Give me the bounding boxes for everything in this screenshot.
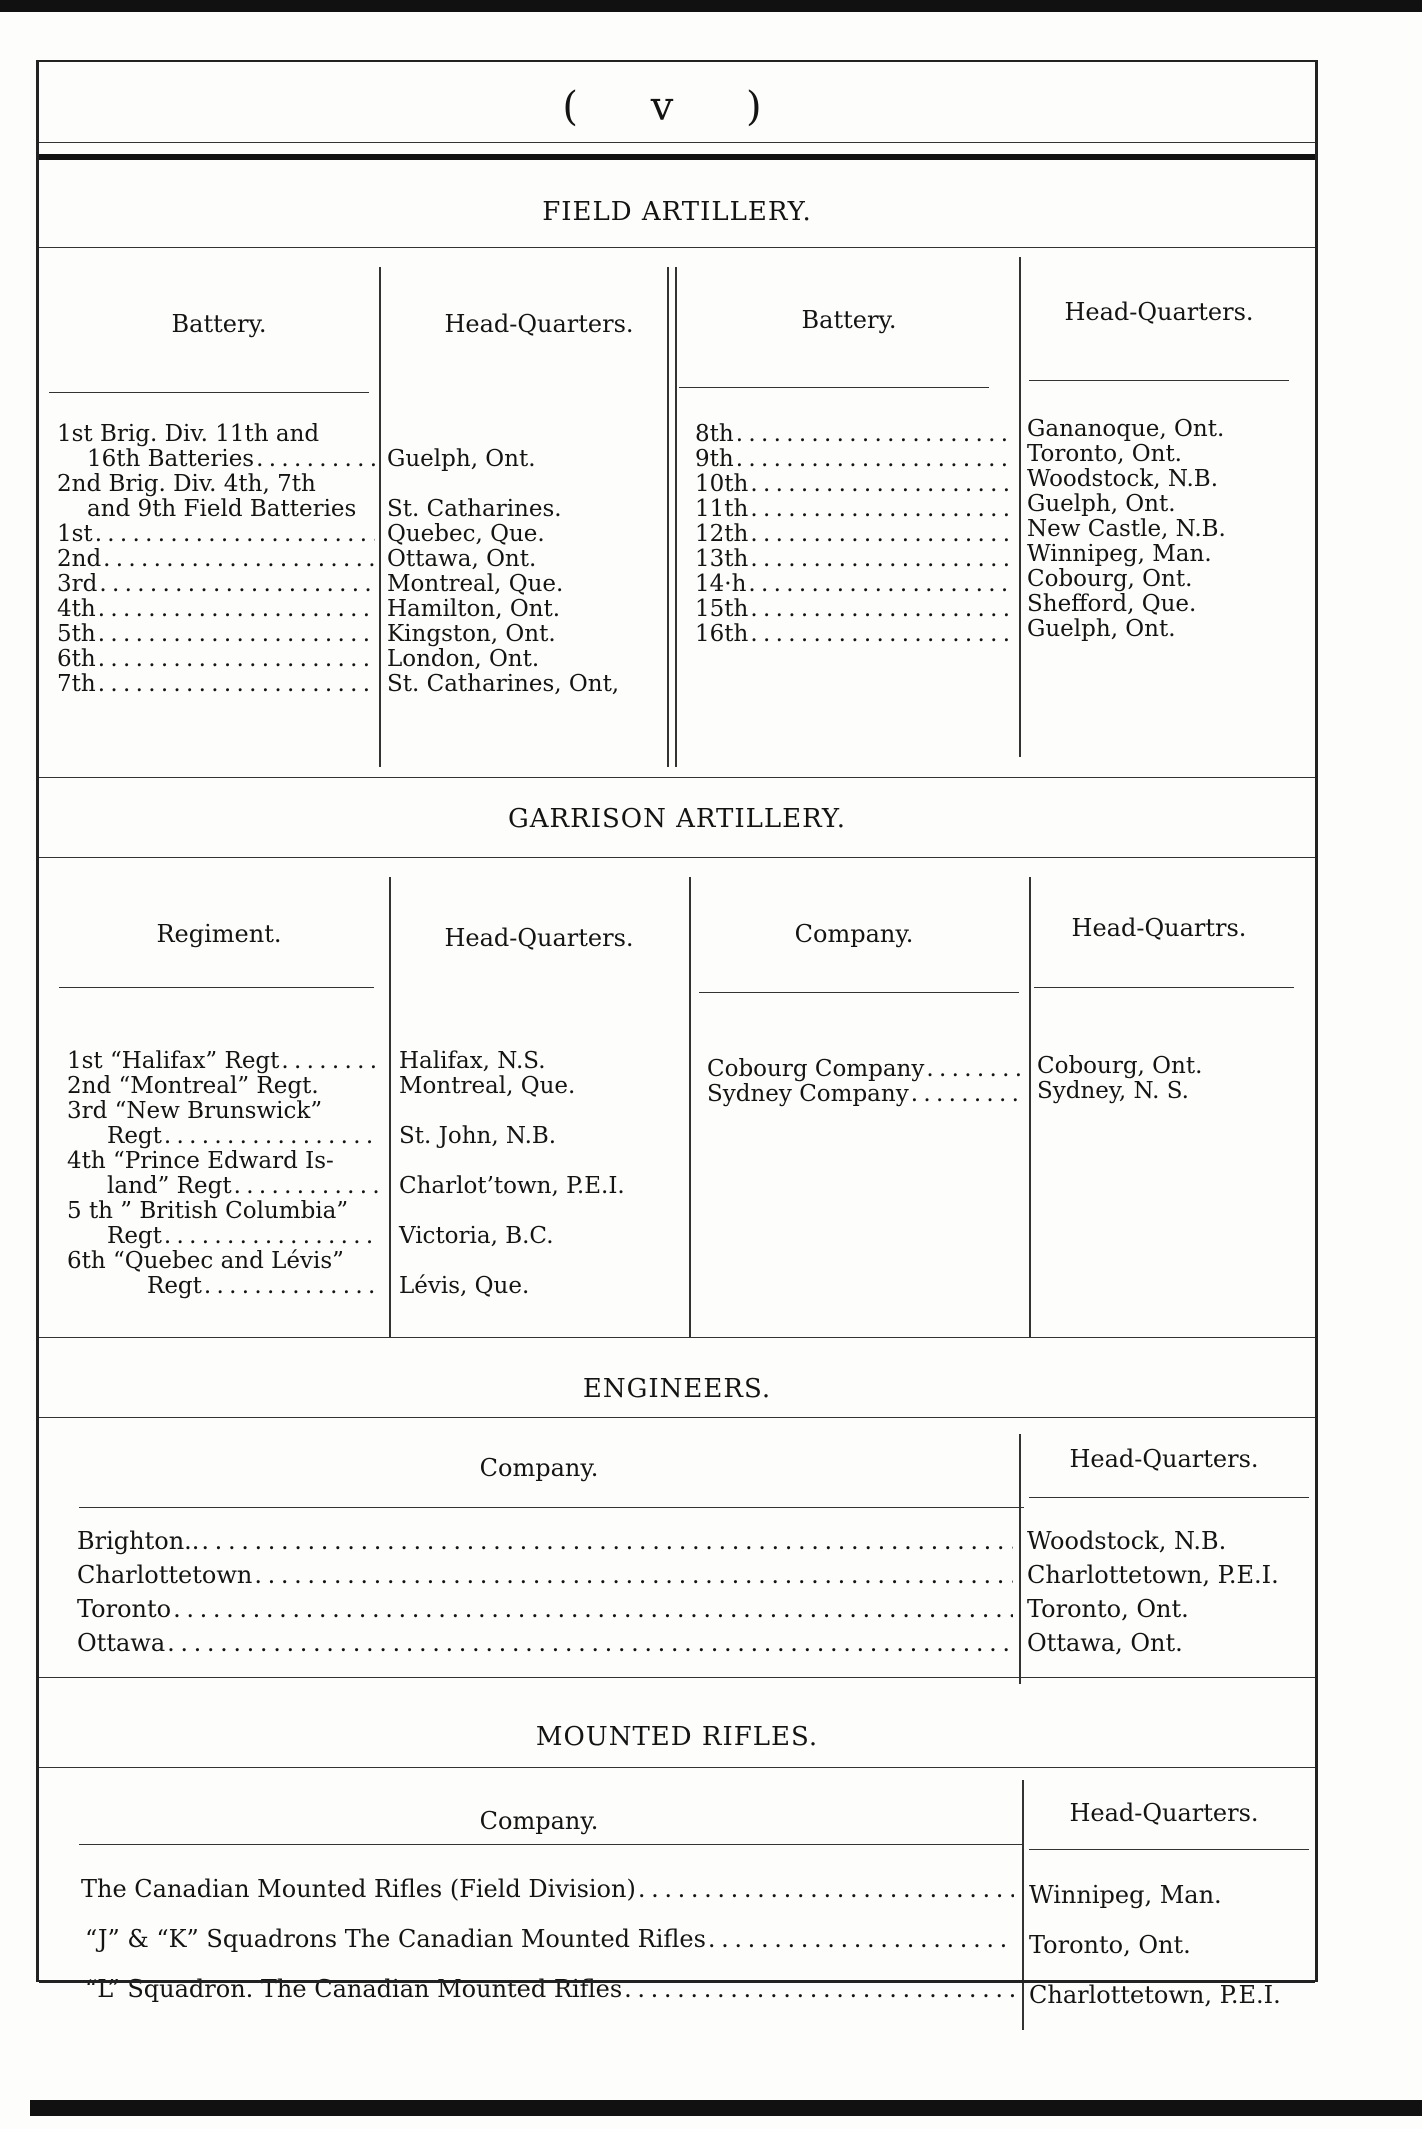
hq-cell: Winnipeg, Man. (1029, 1881, 1222, 1909)
head-quarters-header-right: Head-Quarters. (1064, 298, 1254, 326)
battery-cell: 8th (695, 421, 734, 447)
hq-cell: Winnipeg, Man. (1027, 541, 1212, 567)
table-row (57, 422, 377, 447)
mounted-rifles-title: MOUNTED RIFLES. (535, 1722, 819, 1752)
rule (39, 857, 1315, 858)
column-rule (667, 267, 669, 767)
hq-cell (387, 472, 667, 497)
hq-cell: Hamilton, Ont. (387, 596, 561, 622)
company-cell: Ottawa (77, 1629, 166, 1657)
head-quarters-header: Head-Quarters. (1069, 1445, 1259, 1473)
battery-cell: 12th (695, 521, 749, 547)
table-row (695, 597, 1015, 622)
rule (79, 1507, 1024, 1508)
table-row (57, 472, 377, 497)
battery-cell: 1st (57, 521, 93, 547)
hq-cell: Shefford, Que. (1027, 591, 1197, 617)
garrison-artillery-title: GARRISON ARTILLERY. (508, 804, 846, 834)
table-row (57, 497, 377, 522)
page-frame (36, 60, 1318, 2009)
hq-cell: Cobourg, Ont. (1027, 566, 1193, 592)
table-row (695, 447, 1015, 472)
column-rule (389, 877, 391, 1337)
battery-cell: 15th (695, 596, 749, 622)
table-row (67, 1174, 382, 1199)
battery-cell: 14·h (695, 571, 747, 597)
table-row (695, 497, 1015, 522)
hq-cell (399, 1249, 689, 1274)
company-cell: Brighton.. (77, 1527, 200, 1555)
hq-cell: Guelph, Ont. (1027, 616, 1176, 642)
hq-cell (387, 422, 667, 447)
regiment-cell: 5 th ” British Columbia” (67, 1198, 349, 1224)
battery-cell: 2nd (57, 546, 102, 572)
table-row (57, 597, 377, 622)
regiment-cell: 2nd “Montreal” Regt. (67, 1073, 319, 1099)
garrison-company-hq (1037, 1054, 1297, 1104)
engineers-hq (1027, 1524, 1307, 1660)
rule (1029, 380, 1289, 381)
rule (59, 987, 374, 988)
table-row (81, 1964, 1016, 2014)
company-header: Company. (479, 1454, 599, 1482)
rule (1034, 987, 1294, 988)
rule (79, 1844, 1024, 1845)
table-row (67, 1224, 382, 1249)
table-row (57, 547, 377, 572)
company-cell: The Canadian Mounted Rifles (Field Division) (81, 1875, 636, 1903)
table-row (707, 1082, 1025, 1107)
hq-cell: Toronto, Ont. (1027, 1595, 1189, 1623)
battery-cell: 9th (695, 446, 734, 472)
bottom-rule (39, 1980, 1315, 1983)
column-rule (1019, 257, 1021, 757)
battery-cell: 7th (57, 671, 96, 697)
table-row (695, 622, 1015, 647)
company-cell: “L” Squadron. The Canadian Mounted Rifles (85, 1975, 623, 2003)
head-quarters-header: Head-Quarters. (444, 924, 634, 952)
regiment-cell: land” Regt (107, 1173, 232, 1199)
column-rule (1019, 1434, 1021, 1684)
hq-cell: Guelph, Ont. (1027, 491, 1176, 517)
hq-cell: Guelph, Ont. (387, 446, 536, 472)
table-row (81, 1864, 1016, 1914)
table-row (57, 522, 377, 547)
engineers-title: ENGINEERS. (582, 1374, 772, 1404)
table-row (695, 572, 1015, 597)
hq-cell: New Castle, N.B. (1027, 516, 1226, 542)
company-cell: Cobourg Company (707, 1056, 925, 1082)
table-row (57, 622, 377, 647)
column-rule (1029, 877, 1031, 1337)
table-row (81, 1914, 1016, 1964)
battery-cell: 3rd (57, 571, 98, 597)
company-cell: “J” & “K” Squadrons The Canadian Mounted Rifles (85, 1925, 706, 1953)
rule (39, 247, 1315, 248)
company-header: Company. (794, 920, 914, 948)
hq-cell: Woodstock, N.B. (1027, 1527, 1227, 1555)
rule (39, 1417, 1315, 1418)
battery-cell: 1st Brig. Div. 11th and (57, 421, 320, 447)
hq-cell: Ottawa, Ont. (1027, 1629, 1183, 1657)
battery-header: Battery. (171, 310, 267, 338)
head-quarters-header: Head-Quarters. (444, 310, 634, 338)
table-row (695, 547, 1015, 572)
rule (39, 142, 1315, 143)
hq-cell: Kingston, Ont. (387, 621, 556, 647)
column-rule (1022, 1780, 1024, 2030)
company-cell: Toronto (77, 1595, 172, 1623)
table-row (67, 1099, 382, 1124)
table-row (77, 1626, 1015, 1660)
head-quarters-header: Head-Quarters. (1069, 1799, 1259, 1827)
field-artillery-right-batteries (695, 422, 1015, 647)
hq-cell: St. Catharines, Ont, (387, 671, 620, 697)
battery-cell: 10th (695, 471, 749, 497)
hq-cell: St. Catharines. (387, 496, 562, 522)
regiment-cell: Regt (107, 1123, 162, 1149)
rule (1029, 1497, 1309, 1498)
rule (39, 1677, 1315, 1678)
hq-cell: Charlottetown, P.E.I. (1027, 1561, 1279, 1589)
battery-cell: 13th (695, 546, 749, 572)
rule (39, 1767, 1315, 1768)
rule (1029, 1849, 1309, 1850)
hq-cell: Ottawa, Ont. (387, 546, 537, 572)
battery-cell: and 9th Field Batteries (87, 496, 357, 522)
top-edge-bar (0, 0, 1422, 12)
table-row (67, 1199, 382, 1224)
company-cell: Charlottetown (77, 1561, 253, 1589)
hq-cell (399, 1199, 689, 1224)
table-row (695, 422, 1015, 447)
battery-cell: 11th (695, 496, 749, 522)
hq-cell: Lévis, Que. (399, 1273, 530, 1299)
table-row (695, 472, 1015, 497)
hq-cell: Charlot’town, P.E.I. (399, 1173, 625, 1199)
field-artillery-title: FIELD ARTILLERY. (542, 197, 812, 227)
table-row (57, 672, 377, 697)
table-row (695, 522, 1015, 547)
hq-cell (399, 1099, 689, 1124)
hq-cell: Toronto, Ont. (1029, 1931, 1191, 1959)
table-row (67, 1249, 382, 1274)
battery-cell: 5th (57, 621, 96, 647)
bottom-edge-bar (30, 2100, 1422, 2116)
regiment-cell: Regt (107, 1223, 162, 1249)
engineers-companies (77, 1524, 1015, 1660)
table-row (57, 647, 377, 672)
rule (39, 1337, 1315, 1338)
company-cell: Sydney Company (707, 1081, 909, 1107)
hq-cell: Charlottetown, P.E.I. (1029, 1981, 1281, 2009)
column-rule (675, 267, 677, 767)
table-row (77, 1558, 1015, 1592)
garrison-regiments (67, 1049, 382, 1299)
rule (679, 387, 989, 388)
rule (699, 992, 1019, 993)
page-number: ( v ) (562, 84, 792, 130)
hq-cell: Sydney, N. S. (1037, 1078, 1189, 1104)
garrison-companies (707, 1057, 1025, 1107)
hq-cell: Toronto, Ont. (1027, 441, 1182, 467)
table-row (67, 1274, 382, 1299)
hq-cell: Quebec, Que. (387, 521, 545, 547)
regiment-cell: 6th “Quebec and Lévis” (67, 1248, 344, 1274)
hq-cell: St. John, N.B. (399, 1123, 557, 1149)
column-rule (689, 877, 691, 1337)
company-header: Company. (479, 1807, 599, 1835)
regiment-cell: Regt (147, 1273, 202, 1299)
battery-header-right: Battery. (801, 306, 897, 334)
regiment-cell: 1st “Halifax” Regt (67, 1048, 280, 1074)
field-artillery-right-hq (1027, 417, 1307, 642)
field-artillery-left-batteries (57, 422, 377, 697)
table-row (67, 1074, 382, 1099)
table-row (67, 1124, 382, 1149)
table-row (67, 1149, 382, 1174)
rule (39, 777, 1315, 778)
regiment-header: Regiment. (156, 920, 282, 948)
mounted-rifles-companies (81, 1864, 1016, 2014)
battery-cell: 2nd Brig. Div. 4th, 7th (57, 471, 316, 497)
hq-cell (399, 1149, 689, 1174)
table-row (57, 447, 377, 472)
hq-cell: Montreal, Que. (387, 571, 564, 597)
head-quarters-header-right: Head-Quartrs. (1071, 914, 1247, 942)
battery-cell: 6th (57, 646, 96, 672)
hq-cell: Woodstock, N.B. (1027, 466, 1219, 492)
hq-cell: Cobourg, Ont. (1037, 1053, 1203, 1079)
table-row (67, 1049, 382, 1074)
garrison-regiment-hq (399, 1049, 689, 1299)
hq-cell: Victoria, B.C. (399, 1223, 554, 1249)
table-row (57, 572, 377, 597)
rule-thick (39, 154, 1315, 160)
column-rule (379, 267, 381, 767)
mounted-rifles-hq (1029, 1870, 1309, 2020)
battery-cell: 16th (695, 621, 749, 647)
table-row (77, 1524, 1015, 1558)
hq-cell: Montreal, Que. (399, 1073, 576, 1099)
table-row (77, 1592, 1015, 1626)
battery-cell: 16th Batteries (87, 446, 255, 472)
table-row (707, 1057, 1025, 1082)
hq-cell: Gananoque, Ont. (1027, 416, 1225, 442)
hq-cell: Halifax, N.S. (399, 1048, 546, 1074)
hq-cell: London, Ont. (387, 646, 540, 672)
regiment-cell: 3rd “New Brunswick” (67, 1098, 323, 1124)
regiment-cell: 4th “Prince Edward Is- (67, 1148, 334, 1174)
battery-cell: 4th (57, 596, 96, 622)
rule (49, 392, 369, 393)
field-artillery-left-hq (387, 422, 667, 697)
